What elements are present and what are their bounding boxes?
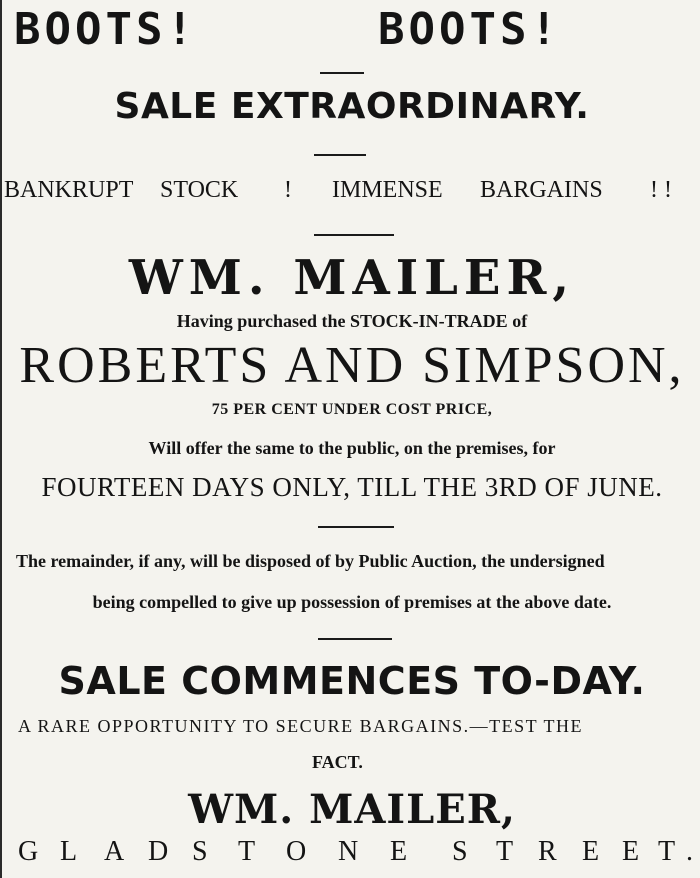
immense-word: IMMENSE — [332, 177, 443, 203]
purchase-line: Having purchased the STOCK-IN-TRADE of — [176, 311, 528, 331]
divider-rule — [318, 638, 392, 640]
address-letter: T — [658, 836, 676, 867]
address-letter: T — [496, 836, 514, 867]
address-letter: N — [338, 836, 359, 867]
address-letter: E — [622, 836, 640, 867]
address-letter: E — [582, 836, 600, 867]
bankrupt-word: BANKRUPT — [4, 177, 134, 203]
address-letter: S — [452, 836, 468, 867]
headline-right: BOOTS! — [378, 4, 561, 55]
divider-rule — [314, 154, 366, 156]
address-letter: S — [192, 836, 208, 867]
headline-left: BOOTS! — [14, 4, 197, 55]
address-letter: O — [286, 836, 307, 867]
remainder-line: The remainder, if any, will be disposed of by Public Auction, the undersigned — [16, 551, 605, 571]
address-letter: R — [538, 836, 557, 867]
address-letter: T — [238, 836, 256, 867]
exclamation: ! — [284, 177, 292, 203]
fact-line: FACT. — [312, 752, 363, 772]
subheadline: SALE EXTRAORDINARY. — [114, 86, 590, 127]
firm-name: ROBERTS AND SIMPSON, — [19, 337, 685, 394]
address-letter: E — [390, 836, 408, 867]
bargains-word: BARGAINS — [480, 177, 603, 203]
exclamations: ! ! — [650, 177, 672, 203]
stock-word: STOCK — [160, 177, 239, 203]
opportunity-line: A RARE OPPORTUNITY TO SECURE BARGAINS.—TEST THE — [18, 716, 583, 736]
address-letter: L — [60, 836, 78, 867]
merchant-name: WM. MAILER, — [128, 250, 576, 306]
offer-line: Will offer the same to the public, on the premises, for — [148, 438, 556, 458]
commences-line: SALE COMMENCES TO-DAY. — [58, 659, 646, 703]
address-letter: A — [104, 836, 125, 867]
signature: WM. MAILER, — [188, 786, 516, 833]
duration-line: FOURTEEN DAYS ONLY, TILL THE 3RD OF JUNE. — [41, 472, 663, 502]
address-letter: D — [148, 836, 169, 867]
price-line: 75 PER CENT UNDER COST PRICE, — [211, 401, 493, 418]
address-letter: G — [18, 836, 39, 867]
divider-rule — [318, 526, 394, 528]
divider-rule — [320, 72, 364, 74]
compelled-line: being compelled to give up possession of premises at the above date. — [92, 592, 612, 612]
address-letter: . — [686, 836, 693, 867]
divider-rule — [314, 234, 394, 236]
headline — [2, 4, 700, 55]
